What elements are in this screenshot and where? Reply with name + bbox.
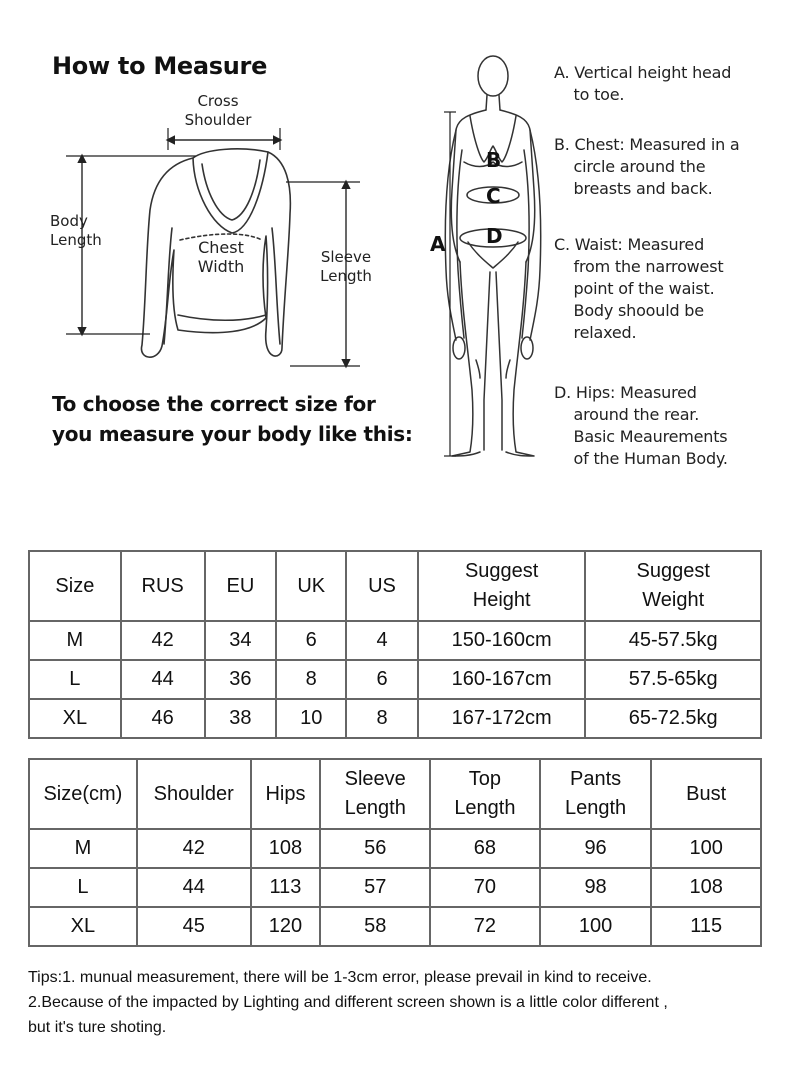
table-cell: 46 [121,699,205,738]
table-cell: M [29,829,137,868]
header-cell: EU [205,551,277,621]
note-a: A. Vertical height head to toe. [554,63,732,104]
table-cell: 70 [430,868,540,907]
note-d: D. Hips: Measured around the rear. Basic Meaurements of the Human Body. [554,383,728,468]
table-cell: 45 [137,907,251,946]
garment-measurement-table [28,758,762,947]
table-cell: 4 [346,621,418,660]
table-cell: M [29,621,121,660]
instruction-line-2: you measure your body like this: [52,422,413,446]
header-cell: UK [276,551,346,621]
table-cell: XL [29,907,137,946]
chest-width-label: Chest Width [197,238,245,276]
header-cell: Top Length [430,759,540,829]
cross-shoulder-label: Cross Shoulder [184,92,252,129]
header-cell: Hips [251,759,321,829]
table-cell: 120 [251,907,321,946]
table-cell: 68 [430,829,540,868]
table-cell: 115 [651,907,761,946]
table-cell: 108 [651,868,761,907]
table-cell: 8 [346,699,418,738]
header-cell: Suggest Height [418,551,586,621]
table-cell: L [29,660,121,699]
header-cell: Size [29,551,121,621]
sleeve-length-label: Sleeve Length [320,248,372,285]
table-cell: 57.5-65kg [585,660,761,699]
figure-label-d: D [486,224,503,248]
header-cell: Sleeve Length [320,759,430,829]
figure-label-a: A [430,232,446,256]
tips-line-3: but it's ture shoting. [28,1019,167,1036]
tips-line-2: 2.Because of the impacted by Lighting and different screen shown is a little color different , [28,994,668,1011]
body-length-label: Body Length [50,212,102,249]
table-cell: 8 [276,660,346,699]
header-cell: US [346,551,418,621]
header-cell: RUS [121,551,205,621]
table-cell: 100 [651,829,761,868]
table-cell: 10 [276,699,346,738]
figure-label-c: C [486,184,501,208]
header-cell: Suggest Weight [585,551,761,621]
note-b: B. Chest: Measured in a circle around the breasts and back. [554,135,740,198]
table-cell: 96 [540,829,652,868]
table-cell: 167-172cm [418,699,586,738]
table-cell: 72 [430,907,540,946]
table-cell: 108 [251,829,321,868]
table-row [29,660,761,699]
instruction-line-1: To choose the correct size for [52,392,376,416]
table-cell: 44 [121,660,205,699]
table-cell: 6 [276,621,346,660]
size-conversion-table [28,550,762,739]
header-cell: Bust [651,759,761,829]
table-cell: 160-167cm [418,660,586,699]
table-cell: 57 [320,868,430,907]
header-cell: Pants Length [540,759,652,829]
table-cell: 42 [121,621,205,660]
table-cell: 42 [137,829,251,868]
table-cell: 150-160cm [418,621,586,660]
how-to-measure-title: How to Measure [52,52,268,80]
table-cell: 38 [205,699,277,738]
table-cell: 6 [346,660,418,699]
table-cell: 65-72.5kg [585,699,761,738]
header-cell: Size(cm) [29,759,137,829]
size-table-header [29,551,761,621]
table-cell: 45-57.5kg [585,621,761,660]
table-row [29,829,761,868]
measure-table-header [29,759,761,829]
table-cell: 34 [205,621,277,660]
table-cell: 98 [540,868,652,907]
table-row [29,868,761,907]
note-c: C. Waist: Measured from the narrowest point of the waist. Body shoould be relaxed. [554,235,724,342]
table-row [29,907,761,946]
table-cell: 113 [251,868,321,907]
table-row [29,621,761,660]
table-cell: 58 [320,907,430,946]
table-cell: 100 [540,907,652,946]
tips-section [28,965,788,1040]
table-cell: L [29,868,137,907]
table-cell: 36 [205,660,277,699]
table-row [29,699,761,738]
header-cell: Shoulder [137,759,251,829]
table-cell: XL [29,699,121,738]
table-cell: 44 [137,868,251,907]
figure-label-b: B [486,148,502,172]
table-cell: 56 [320,829,430,868]
tips-line-1: Tips:1. munual measurement, there will be 1-3cm error, please prevail in kind to receive. [28,969,652,986]
